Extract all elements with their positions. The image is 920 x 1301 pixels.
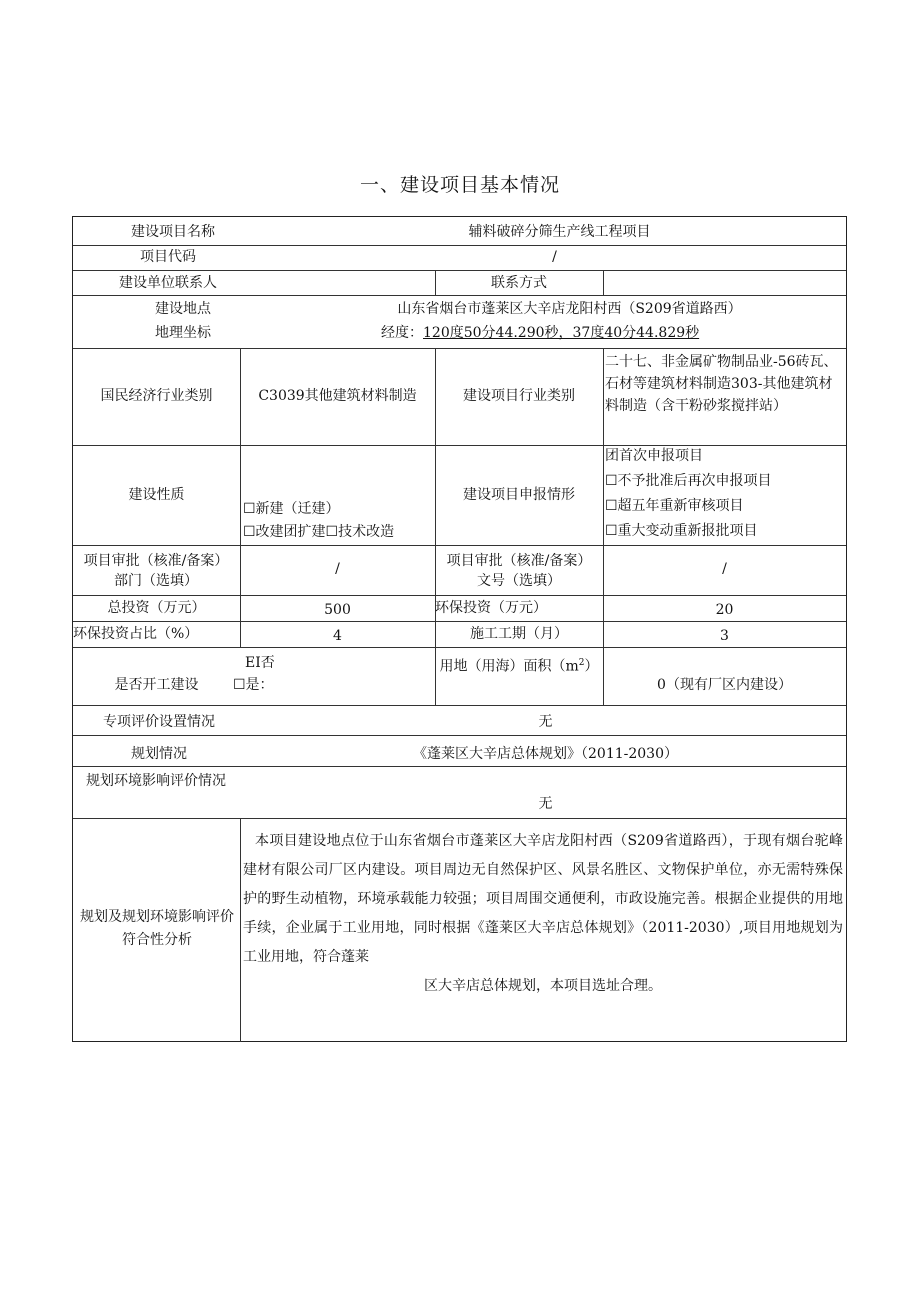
row-divider	[73, 595, 846, 596]
label-location: 建设地点	[155, 301, 211, 317]
value-env-investment: 20	[715, 602, 734, 618]
label-total-investment: 总投资（万元）	[107, 600, 206, 616]
label-coordinates: 地理坐标	[155, 325, 211, 341]
label-approval-doc: 项目审批（核准/备案）文号（选填）	[446, 553, 592, 589]
label-special-eval: 专项评价设置情况	[103, 714, 215, 730]
page-title: 一、建设项目基本情况	[359, 174, 560, 196]
value-approval-doc: /	[722, 561, 727, 577]
row-divider	[73, 621, 846, 622]
label-contact-method: 联系方式	[491, 275, 547, 291]
value-location: 山东省烟台市蓬莱区大辛店龙阳村西（S209省道路西）	[397, 301, 742, 317]
label-env-ratio: 环保投资占比（%）	[73, 626, 199, 642]
row-divider	[73, 705, 846, 706]
option-not-started: EI否	[245, 655, 275, 671]
label-project-industry: 建设项目行业类别	[463, 388, 575, 404]
option-rebuild-expand: ☐改建团扩建☐技术改造	[243, 524, 395, 540]
option-new-build: ☐新建（迁建）	[243, 501, 340, 517]
label-approval-dept: 项目审批（核准/备案）部门（选填）	[83, 553, 229, 589]
option-declare-major-change: ☐重大变动重新报批项目	[605, 523, 758, 539]
col-divider	[603, 348, 604, 706]
label-started: 是否开工建设	[114, 677, 199, 693]
option-declare-resubmit: ☐不予批准后再次申报项目	[605, 473, 772, 489]
value-project-code: /	[552, 249, 557, 265]
label-land-area: 用地（用海）面积$(m^2)$	[439, 658, 599, 675]
value-construction-period: 3	[720, 628, 729, 644]
row-divider	[73, 735, 846, 736]
label-industry: 国民经济行业类别	[100, 388, 213, 404]
value-project-industry: 二十七、非金属矿物制品业-56砖瓦、石材等建筑材料制造303-其他建筑材料制造（含干粉砂浆搅拌站）	[605, 354, 838, 414]
row-divider	[73, 647, 846, 648]
value-total-investment: 500	[324, 602, 351, 618]
value-env-ratio: 4	[333, 628, 342, 644]
col-divider	[603, 270, 604, 296]
value-land-area: 0（现有厂区内建设）	[657, 677, 792, 693]
label-env-investment: 环保投资（万元）	[435, 600, 547, 616]
label-project-code: 项目代码	[140, 249, 196, 265]
value-industry: C3039其他建筑材料制造	[258, 388, 417, 404]
col-divider	[240, 818, 241, 1042]
label-construction-period: 施工工期（月）	[470, 626, 568, 642]
value-coordinates: 经度：120度50分44.290秒，37度40分44.829秒	[381, 325, 700, 341]
value-planning: 《蓬莱区大辛店总体规划》（2011-2030）	[413, 746, 678, 762]
row-divider	[73, 545, 846, 546]
label-planning: 规划情况	[131, 746, 187, 762]
option-declare-first: 团首次申报项目	[605, 448, 703, 464]
label-compliance-analysis: 规划及规划环境影响评价符合性分析	[80, 909, 234, 948]
value-special-eval: 无	[538, 714, 553, 730]
label-project-name: 建设项目名称	[131, 224, 215, 240]
label-nature: 建设性质	[128, 487, 185, 503]
row-divider	[73, 295, 846, 296]
option-started: ☐是：	[233, 677, 274, 693]
row-divider	[73, 766, 846, 767]
value-approval-dept: /	[335, 561, 340, 577]
project-info-table	[72, 216, 847, 1042]
row-divider	[73, 270, 846, 271]
label-declare: 建设项目申报情形	[463, 487, 575, 503]
value-project-name: 辅料破碎分筛生产线工程项目	[468, 224, 651, 240]
row-divider	[73, 245, 846, 246]
label-planning-eia: 规划环境影响评价情况	[86, 773, 226, 789]
label-contact: 建设单位联系人	[119, 275, 217, 291]
compliance-analysis-text: 本项目建设地点位于山东省烟台市蓬莱区大辛店龙阳村西（S209省道路西），于现有烟台驼峰建材有限公司厂区内建设。项目周边无自然保护区、风景名胜区、文物保护单位，亦无需特殊保护的野生动植物，环境承载能力较强；项目周围交通便利，市政设施完善。根据企业提供的用地手续，企业属于工业用地，同时根据《蓬莱区大辛店总体规划》（2011-2030）,项目用地规划为工业用地，符合蓬莱 区大辛店总体规划，本项目选址合理。	[243, 833, 843, 994]
option-declare-five-year: ☐超五年重新审核项目	[605, 498, 744, 514]
row-divider	[73, 348, 846, 349]
row-divider	[73, 445, 846, 446]
row-divider	[73, 818, 846, 819]
value-planning-eia: 无	[538, 796, 553, 812]
